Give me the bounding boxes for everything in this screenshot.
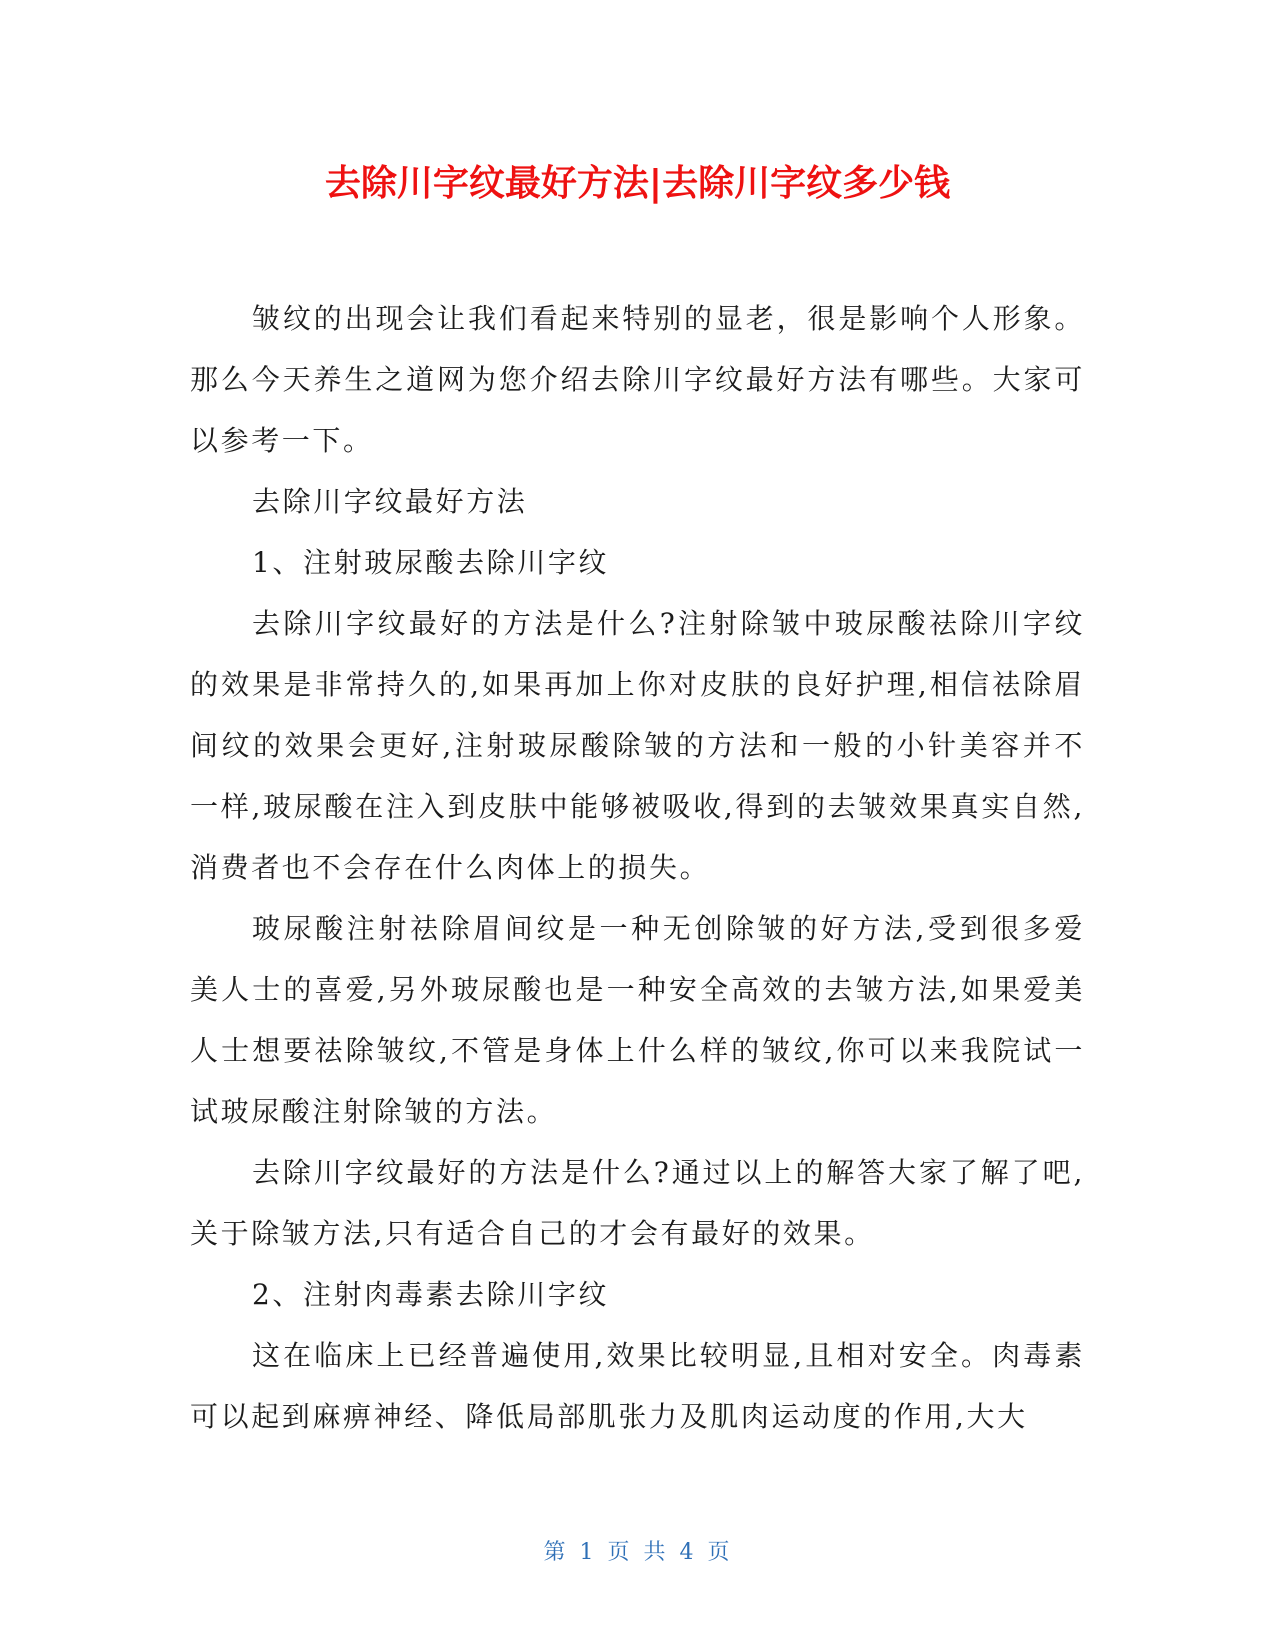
paragraph-intro: 皱纹的出现会让我们看起来特别的显老，很是影响个人形象。那么今天养生之道网为您介绍去除川字纹最好方法有哪些。大家可以参考一下。 — [190, 302, 1085, 457]
section-heading: 去除川字纹最好方法 — [252, 485, 528, 518]
document-title: 去除川字纹最好方法|去除川字纹多少钱 — [324, 163, 951, 204]
footer-label-end: 页 — [707, 1540, 732, 1565]
paragraph: 这在临床上已经普遍使用,效果比较明显,且相对安全。肉毒素可以起到麻痹神经、降低局部肌张力及肌肉运动度的作用,大大 — [190, 1339, 1085, 1433]
subheading-method-1: 1、注射玻尿酸去除川字纹 — [252, 546, 610, 579]
document-body — [190, 288, 1085, 1447]
footer-label-of: 页 — [607, 1540, 632, 1565]
paragraph: 去除川字纹最好的方法是什么?通过以上的解答大家了解了吧,关于除皱方法,只有适合自己的才会有最好的效果。 — [190, 1156, 1085, 1250]
footer-label-page: 第 — [543, 1540, 568, 1565]
paragraph: 去除川字纹最好的方法是什么?注射除皱中玻尿酸祛除川字纹的效果是非常持久的,如果再加上你对皮肤的良好护理,相信祛除眉间纹的效果会更好,注射玻尿酸除皱的方法和一般的小针美容并不一样,玻尿酸在注入到皮肤中能够被吸收,得到的去皱效果真实自然,消费者也不会存在什么肉体上的损失。 — [190, 607, 1085, 884]
footer-label-total: 共 — [643, 1540, 668, 1565]
paragraph: 玻尿酸注射祛除眉间纹是一种无创除皱的好方法,受到很多爱美人士的喜爱,另外玻尿酸也是一种安全高效的去皱方法,如果爱美人士想要祛除皱纹,不管是身体上什么样的皱纹,你可以来我院试一试玻尿酸注射除皱的方法。 — [190, 912, 1085, 1128]
page-footer — [0, 1538, 1275, 1568]
subheading-method-2: 2、注射肉毒素去除川字纹 — [252, 1278, 610, 1311]
footer-total-pages: 4 — [679, 1540, 696, 1565]
footer-current-page: 1 — [579, 1540, 596, 1565]
